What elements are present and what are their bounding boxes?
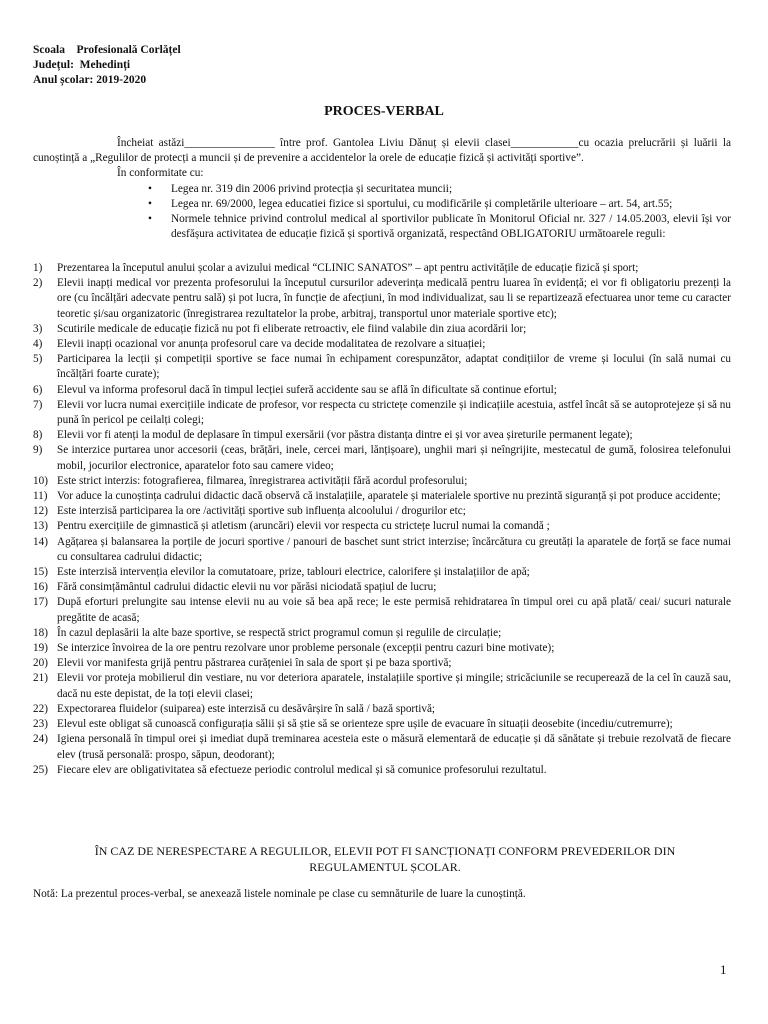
rule-number: 13) [33,520,48,533]
rule-item [33,337,731,352]
rule-item [33,580,731,595]
rule-item [33,763,731,778]
rule-text: Pentru exercițiile de gimnastică și atletism (aruncări) elevii vor respecta cu strictețe lucrul numai la comandă ; [57,520,550,533]
rule-text: Elevul va informa profesorul dacă în timpul lecției suferă accidente sau se află în dificultate să continue efortul; [57,383,557,396]
rule-text: Fără consimțământul cadrului didactic elevii nu vor părăsi niciodată spațiul de lucru; [57,581,437,594]
rule-number: 20) [33,657,48,670]
rule-item [33,535,731,565]
rule-item [33,702,731,717]
rule-text: Agățarea și balansarea la porțile de jocuri sportive / panouri de baschet sunt strict interzise; încărcătura cu greutăți la aparatele de forță se face numai cu consultarea cadrului didactic; [57,535,731,563]
rule-text: Elevii vor manifesta grijă pentru păstrarea curățeniei în sala de sport și pe baza sportivă; [57,657,452,670]
rule-text: Scutirile medicale de educație fizică nu pot fi eliberate retroactiv, ele fiind valabile din ziua acordării lor; [57,322,527,335]
rule-number: 18) [33,626,48,639]
rule-item [33,352,731,382]
intro-paragraph [33,136,731,166]
rule-number: 14) [33,535,48,548]
rule-number: 22) [33,702,48,715]
rule-number: 25) [33,763,48,776]
rule-item [33,732,731,762]
rule-number: 12) [33,505,48,518]
rule-item [33,276,731,322]
law-item [145,182,731,197]
sanction-warning: ÎN CAZ DE NERESPECTARE A REGULILOR, ELEVII POT FI SANCȚIONAȚI CONFORM PREVEDERILOR DIN REGULAMENTUL ȘCOLAR. [94,844,676,874]
law-item [145,197,731,212]
school-header [33,43,181,88]
law-text: Legea nr. 69/2000, legea educatiei fizice si sportului, cu modificările și completările ulterioare – art. 54, art.55; [171,198,673,210]
rule-item [33,398,731,428]
annex-note: Notă: La prezentul proces-verbal, se anexează listele nominale pe clase cu semnăturile de luare la cunoștință. [33,888,526,900]
rule-text: Expectorarea fluidelor (suiparea) este interzisă cu desăvârșire în sală / bază sportivă; [57,702,436,715]
rule-number: 7) [33,398,43,411]
rule-number: 11) [33,490,48,503]
rule-item [33,261,731,276]
rule-number: 10) [33,474,48,487]
rule-number: 16) [33,581,48,594]
rule-text: După eforturi prelungite sau intense elevii nu au voie să bea apă rece; le este permisă rehidratarea în timpul orei cu apă plată/ ceai/ sucuri naturale pregătite de acasă; [57,596,731,624]
rule-number: 23) [33,718,48,731]
rule-number: 6) [33,383,43,396]
intro-text: Încheiat astăzi________________ între prof. Gantolea Liviu Dănuț și elevii clasei____________cu ocazia prelucrării și luării la cunoștință a „Regulilor de protecți a muncii și de prevenire a accidentelor la orele de educație fizică și activități sportive”. [33,137,731,164]
bullet-icon: • [148,198,152,210]
rule-item [33,428,731,443]
rule-item [33,595,731,625]
rule-item [33,565,731,580]
rule-item [33,474,731,489]
rule-number: 17) [33,596,48,609]
rule-number: 9) [33,444,43,457]
rule-text: Se interzice purtarea unor accesorii (ceas, brățări, inele, cercei mari, lănțișoare), unghii mari și neîngrijite, mestecatul de gumă, folosirea telefonului mobil, jocurilor electronice, aparatelor foto sau camere video; [57,444,731,472]
rule-number: 2) [33,277,43,290]
rule-text: Vor aduce la cunoștința cadrului didactic dacă observă că instalațiile, aparatele și materialele sportive nu prezintă siguranță și pot produce accidente; [57,490,721,503]
rule-item [33,519,731,534]
rule-text: Este interzisă participarea la ore /activități sportive sub influența alcoolului / drogurilor etc; [57,505,466,518]
rule-text: Este strict interzis: fotografierea, filmarea, înregistrarea activității fără acordul profesorului; [57,474,468,487]
rule-number: 24) [33,733,48,746]
rule-number: 4) [33,338,43,351]
rule-item [33,443,731,473]
rule-text: Prezentarea la începutul anului școlar a avizului medical “CLINIC SANATOS” – apt pentru activitățile de educație fizică și sport; [57,262,639,274]
rule-text: Este interzisă intervenția elevilor la comutatoare, prize, tablouri electrice, calorifere și instalațiilor de apă; [57,566,530,579]
rule-item [33,671,731,701]
conformitate-label: În conformitate cu: [117,167,204,179]
laws-list [145,182,731,242]
rule-text: Elevii vor proteja mobilierul din vestiare, nu vor deteriora aparatele, instalațiile sportive și mingile; stricăciunile se recuperează de la cel în cauză sau, dacă nu este depistat, de la toți elevii clasei; [57,672,731,700]
rule-item [33,383,731,398]
rule-number: 21) [33,672,48,685]
rule-text: Elevul este obligat să cunoască configurația sălii și să știe să se orienteze spre ușile de evacuare în situații deosebite (incediu/cutremurre); [57,718,673,731]
rule-item [33,504,731,519]
rule-text: Elevii inapți ocazional vor anunța profesorul care va decide modalitatea de rezolvare a situației; [57,338,486,351]
rule-item [33,717,731,732]
school-year: Anul școlar: 2019-2020 [33,74,147,86]
rule-item [33,489,731,504]
rule-text: Igiena personală în timpul orei și imediat după treminarea acesteia este o măsură elementară de educație și dă sănătate și trebuie rezolvată de fiecare elev (trusă personală: prospo, săpun, deodorant); [57,733,731,761]
rules-list [33,261,731,778]
law-text: Legea nr. 319 din 2006 privind protecția și securitatea muncii; [171,183,453,195]
rule-text: Elevii inapți medical vor prezenta profesorului la începutul cursurilor adeverința medicală pentru luarea în evidență; ei vor fi obligatoriu prezenți la ore (cu încălțări adecvate pentru sală) și pot lucra, în funcție de afecțiuni, în mod individualizat, sau li se repartizează efectuarea unor teme cu caracter teoretic și/sau organizatoric (înregistrarea rezultatelor la probe, arbitraj, transportul unor materiale sportive etc); [57,277,731,320]
county-line: Județul: Mehedinți [33,59,131,71]
law-text: Normele tehnice privind controlul medical al sportivilor publicate în Monitorul Oficial nr. 327 / 14.05.2003, elevii își vor desfășura activitatea de educație fizică și sportivă organizată, respectând OBLIGATORIU următoarele reguli: [171,213,731,240]
rule-number: 19) [33,642,48,655]
rule-item [33,641,731,656]
rule-text: Fiecare elev are obligativitatea să efectueze periodic controlul medical și să comunice profesorului rezultatul. [57,763,547,776]
law-item [145,212,731,242]
rule-number: 1) [33,262,43,274]
page-number: 1 [720,962,727,977]
rule-text: Elevii vor lucra numai exercițiile indicate de profesor, vor respecta cu strictețe comenzile și indicațiile acestuia, astfel încât să se autoprotejeze și să nu pună în pericol pe ceilalți colegi; [57,398,731,427]
bullet-icon: • [148,213,152,225]
rule-text: Participarea la lecții și competiții sportive se face numai în echipament corespunzător, adaptat condițiilor de vreme și locului (în sală numai cu încălțări foarte curate); [57,353,731,381]
school-name: Scoala Profesională Corlățel [33,44,181,56]
rule-text: În cazul deplasării la alte baze sportive, se respectă strict programul comun și regulile de circulație; [57,626,502,639]
rule-item [33,656,731,671]
rule-number: 15) [33,566,48,579]
rule-text: Elevii vor fi atenți la modul de deplasare în timpul exersării (vor păstra distanța dintre ei și vor avea șireturile permanent legate); [57,429,633,442]
rule-item [33,626,731,641]
rule-item [33,322,731,337]
rule-text: Se interzice învoirea de la ore pentru rezolvare unor probleme personale (excepții pentru cazuri bine motivate); [57,642,555,655]
rule-number: 8) [33,429,43,442]
rule-number: 3) [33,322,43,335]
bullet-icon: • [148,183,152,195]
document-title: PROCES-VERBAL [324,104,444,119]
rule-number: 5) [33,353,43,366]
